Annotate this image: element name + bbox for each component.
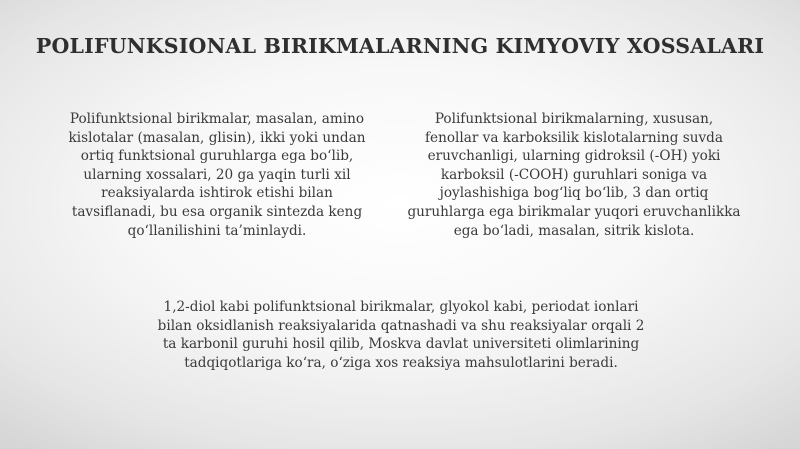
paragraph-line: Polifunktsional birikmalar, masalan, amino: [69, 111, 365, 127]
paragraph-line: tavsiflanadi, bu esa organik sintezda keng: [71, 203, 363, 220]
paragraph-line: 1,2-diol kabi polifunktsional birikmalar, glyokol kabi, periodat ionlari: [163, 299, 639, 315]
paragraph-line: tadqiqotlariga ko‘ra, o‘ziga xos reaksiya mahsulotlarini beradi.: [184, 354, 618, 371]
paragraph-line: ta karbonil guruhi hosil qilib, Moskva davlat universiteti olimlarining: [162, 336, 640, 353]
paragraph-line: ega bo‘ladi, masalan, sitrik kislota.: [453, 222, 695, 239]
paragraph-line: kislotalar (masalan, glisin), ikki yoki undan: [68, 129, 366, 146]
paragraph-line: Polifunktsional birikmalarning, xususan,: [434, 111, 714, 127]
paragraph-line: fenollar va karboksilik kislotalarning suvda: [425, 129, 723, 146]
paragraph-line: guruhlarga ega birikmalar yuqori eruvchanlikka: [407, 203, 741, 220]
paragraph-line: bilan oksidlanish reaksiyalarida qatnashadi va shu reaksiyalar orqali 2: [157, 317, 645, 334]
bottom-paragraph: [138, 298, 664, 372]
paragraph-line: joylashishiga bog‘liq bo‘lib, 3 dan ortiq: [439, 185, 709, 202]
slide-title: POLIFUNKSIONAL BIRIKMALARNING KIMYOVIY XOSSALARI: [35, 34, 765, 58]
left-paragraph: [56, 110, 378, 240]
paragraph-line: qo‘llanilishini ta’minlaydi.: [127, 222, 307, 239]
paragraph-line: ortiq funktsional guruhlarga ega bo‘lib,: [80, 148, 354, 165]
paragraph-line: reaksiyalarda ishtirok etishi bilan: [101, 185, 333, 202]
paragraph-line: ularning xossalari, 20 ga yaqin turli xil: [83, 166, 351, 183]
paragraph-line: eruvchanligi, ularning gidroksil (-OH) yoki: [427, 148, 721, 165]
paragraph-line: karboksil (-COOH) guruhlari soniga va: [440, 166, 708, 183]
right-paragraph: [395, 110, 753, 240]
